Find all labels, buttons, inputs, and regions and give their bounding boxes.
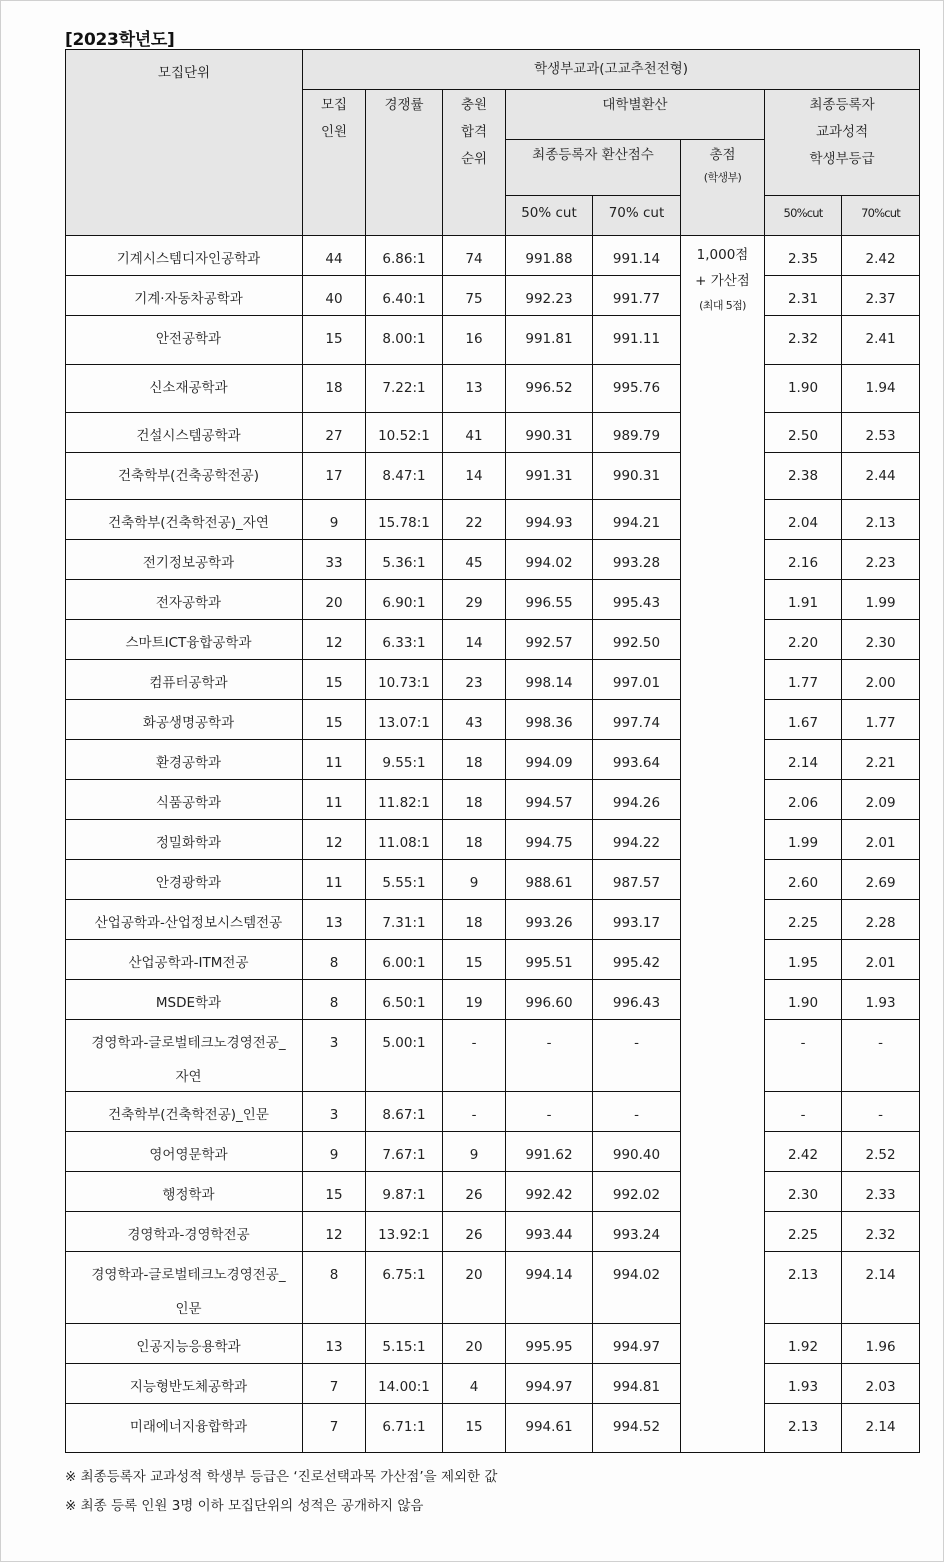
header-track: 학생부교과(고교추천전형) [303, 50, 920, 90]
admissions-results-table [65, 49, 920, 1453]
score-cut50-cell: 993.44 [506, 1212, 593, 1252]
competition-cell: 6.40:1 [366, 276, 443, 316]
score-cut70-cell: 995.43 [593, 580, 681, 620]
table-row [66, 980, 920, 1020]
score-cut70-cell: 987.57 [593, 860, 681, 900]
unit-name-cell: 산업공학과-ITM전공 [66, 940, 303, 980]
waitlist-rank-cell: 45 [443, 540, 506, 580]
quota-cell: 27 [303, 413, 366, 453]
competition-cell: 15.78:1 [366, 500, 443, 540]
table-row [66, 660, 920, 700]
score-cut70-cell: - [593, 1020, 681, 1092]
grade-cut50-cell: 2.31 [765, 276, 842, 316]
score-cut50-cell: 994.57 [506, 780, 593, 820]
header-quota: 모집 인원 [303, 90, 366, 236]
quota-cell: 11 [303, 740, 366, 780]
score-cut50-cell: 991.88 [506, 236, 593, 276]
grade-cut50-cell: 2.25 [765, 900, 842, 940]
score-cut50-cell: - [506, 1020, 593, 1092]
quota-cell: 11 [303, 780, 366, 820]
grade-cut70-cell: 2.23 [842, 540, 920, 580]
quota-cell: 12 [303, 820, 366, 860]
quota-cell: 40 [303, 276, 366, 316]
score-cut70-cell: 992.50 [593, 620, 681, 660]
score-cut70-cell: - [593, 1092, 681, 1132]
score-cut50-cell: 996.52 [506, 365, 593, 413]
table-row [66, 453, 920, 500]
grade-cut70-cell: 2.69 [842, 860, 920, 900]
unit-name-cell: 건축학부(건축학전공)_인문 [66, 1092, 303, 1132]
grade-cut50-cell: 1.90 [765, 365, 842, 413]
quota-cell: 12 [303, 1212, 366, 1252]
grade-cut50-cell: 2.30 [765, 1172, 842, 1212]
table-row [66, 1364, 920, 1404]
score-cut50-cell: 994.02 [506, 540, 593, 580]
grade-cut50-cell: 2.16 [765, 540, 842, 580]
score-cut50-cell: 991.62 [506, 1132, 593, 1172]
table-row [66, 1172, 920, 1212]
table-row [66, 1252, 920, 1324]
score-cut70-cell: 994.02 [593, 1252, 681, 1324]
unit-name-cell: 정밀화학과 [66, 820, 303, 860]
waitlist-rank-cell: 29 [443, 580, 506, 620]
table-row [66, 620, 920, 660]
grade-cut70-cell: 2.32 [842, 1212, 920, 1252]
score-cut70-cell: 994.97 [593, 1324, 681, 1364]
grade-cut50-cell: - [765, 1020, 842, 1092]
waitlist-rank-cell: 26 [443, 1212, 506, 1252]
competition-cell: 10.52:1 [366, 413, 443, 453]
competition-cell: 8.67:1 [366, 1092, 443, 1132]
table-row [66, 580, 920, 620]
score-cut50-cell: 996.60 [506, 980, 593, 1020]
waitlist-rank-cell: 15 [443, 1404, 506, 1453]
waitlist-rank-cell: 14 [443, 453, 506, 500]
table-row [66, 780, 920, 820]
unit-name-cell: 스마트ICT융합공학과 [66, 620, 303, 660]
waitlist-rank-cell: 18 [443, 820, 506, 860]
table-row [66, 940, 920, 980]
score-cut70-cell: 993.17 [593, 900, 681, 940]
grade-cut50-cell: 1.67 [765, 700, 842, 740]
header-competition: 경쟁률 [366, 90, 443, 236]
competition-cell: 7.22:1 [366, 365, 443, 413]
score-cut50-cell: 992.23 [506, 276, 593, 316]
table-row [66, 365, 920, 413]
page-title: [2023학년도] [65, 30, 175, 50]
grade-cut70-cell: 2.21 [842, 740, 920, 780]
quota-cell: 44 [303, 236, 366, 276]
grade-cut70-cell: 2.14 [842, 1252, 920, 1324]
unit-name-cell: 인공지능응용학과 [66, 1324, 303, 1364]
grade-cut50-cell: 1.95 [765, 940, 842, 980]
table-row [66, 1324, 920, 1364]
unit-name-cell: 지능형반도체공학과 [66, 1364, 303, 1404]
score-cut50-cell: 991.31 [506, 453, 593, 500]
footnotes [65, 1463, 497, 1521]
competition-cell: 11.82:1 [366, 780, 443, 820]
table-row [66, 900, 920, 940]
waitlist-rank-cell: 75 [443, 276, 506, 316]
grade-cut70-cell: 2.53 [842, 413, 920, 453]
grade-cut50-cell: 2.20 [765, 620, 842, 660]
header-score-cut50: 50% cut [506, 196, 593, 236]
table-row [66, 700, 920, 740]
table-row [66, 860, 920, 900]
header-univ-conversion: 대학별환산 [506, 90, 765, 140]
competition-cell: 7.31:1 [366, 900, 443, 940]
quota-cell: 7 [303, 1404, 366, 1453]
score-cut70-cell: 997.01 [593, 660, 681, 700]
grade-cut70-cell: 1.77 [842, 700, 920, 740]
table-row [66, 1212, 920, 1252]
score-cut70-cell: 991.14 [593, 236, 681, 276]
waitlist-rank-cell: 41 [443, 413, 506, 453]
grade-cut70-cell: 2.03 [842, 1364, 920, 1404]
total-points-cell: 1,000점 + 가산점 (최대 5점) [681, 236, 765, 1453]
quota-cell: 15 [303, 660, 366, 700]
competition-cell: 6.33:1 [366, 620, 443, 660]
unit-name-cell: 안경광학과 [66, 860, 303, 900]
unit-name-cell: 화공생명공학과 [66, 700, 303, 740]
grade-cut50-cell: 2.14 [765, 740, 842, 780]
competition-cell: 5.00:1 [366, 1020, 443, 1092]
header-grade-cut50: 50%cut [765, 196, 842, 236]
unit-name-cell: 컴퓨터공학과 [66, 660, 303, 700]
quota-cell: 9 [303, 500, 366, 540]
score-cut50-cell: 992.42 [506, 1172, 593, 1212]
waitlist-rank-cell: 18 [443, 900, 506, 940]
grade-cut70-cell: 2.28 [842, 900, 920, 940]
table-row [66, 500, 920, 540]
quota-cell: 7 [303, 1364, 366, 1404]
unit-name-cell: 경영학과-글로벌테크노경영전공_ 인문 [66, 1252, 303, 1324]
grade-cut50-cell: 2.25 [765, 1212, 842, 1252]
waitlist-rank-cell: 15 [443, 940, 506, 980]
footnote: ※ 최종 등록 인원 3명 이하 모집단위의 성적은 공개하지 않음 [65, 1498, 424, 1514]
competition-cell: 13.07:1 [366, 700, 443, 740]
unit-name-cell: 경영학과-글로벌테크노경영전공_ 자연 [66, 1020, 303, 1092]
grade-cut70-cell: 2.41 [842, 316, 920, 365]
grade-cut50-cell: 2.32 [765, 316, 842, 365]
quota-cell: 20 [303, 580, 366, 620]
header-waitlist-rank: 충원 합격 순위 [443, 90, 506, 236]
score-cut50-cell: 994.14 [506, 1252, 593, 1324]
grade-cut50-cell: 2.38 [765, 453, 842, 500]
competition-cell: 5.55:1 [366, 860, 443, 900]
score-cut70-cell: 990.31 [593, 453, 681, 500]
score-cut50-cell: 994.61 [506, 1404, 593, 1453]
competition-cell: 7.67:1 [366, 1132, 443, 1172]
quota-cell: 13 [303, 1324, 366, 1364]
unit-name-cell: 경영학과-경영학전공 [66, 1212, 303, 1252]
quota-cell: 3 [303, 1092, 366, 1132]
score-cut70-cell: 990.40 [593, 1132, 681, 1172]
waitlist-rank-cell: - [443, 1092, 506, 1132]
quota-cell: 8 [303, 940, 366, 980]
competition-cell: 5.15:1 [366, 1324, 443, 1364]
grade-cut70-cell: 2.13 [842, 500, 920, 540]
grade-cut50-cell: 1.91 [765, 580, 842, 620]
score-cut50-cell: - [506, 1092, 593, 1132]
grade-cut50-cell: - [765, 1092, 842, 1132]
waitlist-rank-cell: 19 [443, 980, 506, 1020]
score-cut70-cell: 993.64 [593, 740, 681, 780]
waitlist-rank-cell: 9 [443, 860, 506, 900]
unit-name-cell: 식품공학과 [66, 780, 303, 820]
waitlist-rank-cell: 16 [443, 316, 506, 365]
score-cut50-cell: 998.36 [506, 700, 593, 740]
table-row [66, 1132, 920, 1172]
grade-cut50-cell: 1.99 [765, 820, 842, 860]
waitlist-rank-cell: 43 [443, 700, 506, 740]
competition-cell: 6.90:1 [366, 580, 443, 620]
header-final-grade: 최종등록자 교과성적 학생부등급 [765, 90, 920, 196]
competition-cell: 9.55:1 [366, 740, 443, 780]
competition-cell: 6.71:1 [366, 1404, 443, 1453]
quota-cell: 13 [303, 900, 366, 940]
score-cut70-cell: 993.28 [593, 540, 681, 580]
grade-cut70-cell: - [842, 1020, 920, 1092]
header-total-points: 총점 (학생부) [681, 140, 765, 236]
grade-cut70-cell: 2.09 [842, 780, 920, 820]
grade-cut70-cell: 2.44 [842, 453, 920, 500]
score-cut70-cell: 991.77 [593, 276, 681, 316]
grade-cut50-cell: 2.35 [765, 236, 842, 276]
grade-cut70-cell: 2.01 [842, 940, 920, 980]
table-row [66, 236, 920, 276]
table-row [66, 1404, 920, 1453]
waitlist-rank-cell: - [443, 1020, 506, 1092]
header-unit: 모집단위 [66, 50, 303, 236]
score-cut70-cell: 994.52 [593, 1404, 681, 1453]
competition-cell: 10.73:1 [366, 660, 443, 700]
grade-cut70-cell: 2.52 [842, 1132, 920, 1172]
quota-cell: 9 [303, 1132, 366, 1172]
footnote: ※ 최종등록자 교과성적 학생부 등급은 ‘진로선택과목 가산점’을 제외한 값 [65, 1469, 498, 1485]
grade-cut70-cell: 2.30 [842, 620, 920, 660]
table-row [66, 1092, 920, 1132]
score-cut50-cell: 995.95 [506, 1324, 593, 1364]
competition-cell: 8.47:1 [366, 453, 443, 500]
quota-cell: 33 [303, 540, 366, 580]
grade-cut70-cell: 2.42 [842, 236, 920, 276]
score-cut50-cell: 994.75 [506, 820, 593, 860]
score-cut50-cell: 996.55 [506, 580, 593, 620]
unit-name-cell: 미래에너지융합학과 [66, 1404, 303, 1453]
score-cut70-cell: 995.42 [593, 940, 681, 980]
grade-cut70-cell: 1.96 [842, 1324, 920, 1364]
grade-cut50-cell: 1.93 [765, 1364, 842, 1404]
table-row [66, 820, 920, 860]
waitlist-rank-cell: 9 [443, 1132, 506, 1172]
grade-cut70-cell: 1.93 [842, 980, 920, 1020]
grade-cut50-cell: 1.90 [765, 980, 842, 1020]
table-row [66, 740, 920, 780]
quota-cell: 11 [303, 860, 366, 900]
score-cut70-cell: 992.02 [593, 1172, 681, 1212]
unit-name-cell: 기계·자동차공학과 [66, 276, 303, 316]
score-cut70-cell: 993.24 [593, 1212, 681, 1252]
unit-name-cell: 기계시스템디자인공학과 [66, 236, 303, 276]
competition-cell: 6.00:1 [366, 940, 443, 980]
header-grade-cut70: 70%cut [842, 196, 920, 236]
quota-cell: 15 [303, 700, 366, 740]
grade-cut50-cell: 2.42 [765, 1132, 842, 1172]
score-cut50-cell: 992.57 [506, 620, 593, 660]
unit-name-cell: 행정학과 [66, 1172, 303, 1212]
grade-cut70-cell: 1.94 [842, 365, 920, 413]
quota-cell: 18 [303, 365, 366, 413]
grade-cut70-cell: 2.00 [842, 660, 920, 700]
score-cut50-cell: 990.31 [506, 413, 593, 453]
quota-cell: 3 [303, 1020, 366, 1092]
grade-cut70-cell: 2.01 [842, 820, 920, 860]
score-cut50-cell: 994.97 [506, 1364, 593, 1404]
quota-cell: 8 [303, 1252, 366, 1324]
waitlist-rank-cell: 18 [443, 740, 506, 780]
unit-name-cell: 환경공학과 [66, 740, 303, 780]
competition-cell: 6.50:1 [366, 980, 443, 1020]
grade-cut50-cell: 2.04 [765, 500, 842, 540]
competition-cell: 8.00:1 [366, 316, 443, 365]
waitlist-rank-cell: 20 [443, 1252, 506, 1324]
header-score-cut70: 70% cut [593, 196, 681, 236]
competition-cell: 9.87:1 [366, 1172, 443, 1212]
score-cut50-cell: 998.14 [506, 660, 593, 700]
waitlist-rank-cell: 4 [443, 1364, 506, 1404]
waitlist-rank-cell: 18 [443, 780, 506, 820]
score-cut50-cell: 993.26 [506, 900, 593, 940]
score-cut70-cell: 996.43 [593, 980, 681, 1020]
score-cut50-cell: 995.51 [506, 940, 593, 980]
waitlist-rank-cell: 23 [443, 660, 506, 700]
grade-cut70-cell: - [842, 1092, 920, 1132]
table-row [66, 540, 920, 580]
score-cut70-cell: 994.26 [593, 780, 681, 820]
waitlist-rank-cell: 14 [443, 620, 506, 660]
unit-name-cell: 건축학부(건축학전공)_자연 [66, 500, 303, 540]
grade-cut50-cell: 2.06 [765, 780, 842, 820]
table-row [66, 276, 920, 316]
quota-cell: 15 [303, 1172, 366, 1212]
grade-cut70-cell: 2.33 [842, 1172, 920, 1212]
score-cut50-cell: 988.61 [506, 860, 593, 900]
table-row [66, 1020, 920, 1092]
grade-cut50-cell: 2.60 [765, 860, 842, 900]
competition-cell: 13.92:1 [366, 1212, 443, 1252]
competition-cell: 6.86:1 [366, 236, 443, 276]
score-cut70-cell: 989.79 [593, 413, 681, 453]
grade-cut70-cell: 1.99 [842, 580, 920, 620]
unit-name-cell: 건설시스템공학과 [66, 413, 303, 453]
quota-cell: 15 [303, 316, 366, 365]
quota-cell: 17 [303, 453, 366, 500]
competition-cell: 6.75:1 [366, 1252, 443, 1324]
score-cut70-cell: 994.22 [593, 820, 681, 860]
score-cut50-cell: 994.09 [506, 740, 593, 780]
unit-name-cell: 건축학부(건축공학전공) [66, 453, 303, 500]
unit-name-cell: 안전공학과 [66, 316, 303, 365]
score-cut50-cell: 994.93 [506, 500, 593, 540]
grade-cut50-cell: 2.50 [765, 413, 842, 453]
score-cut70-cell: 991.11 [593, 316, 681, 365]
waitlist-rank-cell: 13 [443, 365, 506, 413]
waitlist-rank-cell: 20 [443, 1324, 506, 1364]
waitlist-rank-cell: 26 [443, 1172, 506, 1212]
score-cut50-cell: 991.81 [506, 316, 593, 365]
unit-name-cell: 산업공학과-산업정보시스템전공 [66, 900, 303, 940]
table-row [66, 316, 920, 365]
grade-cut70-cell: 2.37 [842, 276, 920, 316]
competition-cell: 11.08:1 [366, 820, 443, 860]
competition-cell: 5.36:1 [366, 540, 443, 580]
grade-cut70-cell: 2.14 [842, 1404, 920, 1453]
waitlist-rank-cell: 22 [443, 500, 506, 540]
score-cut70-cell: 995.76 [593, 365, 681, 413]
unit-name-cell: MSDE학과 [66, 980, 303, 1020]
grade-cut50-cell: 2.13 [765, 1252, 842, 1324]
score-cut70-cell: 994.81 [593, 1364, 681, 1404]
score-cut70-cell: 994.21 [593, 500, 681, 540]
grade-cut50-cell: 2.13 [765, 1404, 842, 1453]
competition-cell: 14.00:1 [366, 1364, 443, 1404]
unit-name-cell: 신소재공학과 [66, 365, 303, 413]
unit-name-cell: 전자공학과 [66, 580, 303, 620]
waitlist-rank-cell: 74 [443, 236, 506, 276]
quota-cell: 8 [303, 980, 366, 1020]
unit-name-cell: 영어영문학과 [66, 1132, 303, 1172]
header-final-score: 최종등록자 환산점수 [506, 140, 681, 196]
table-row [66, 413, 920, 453]
score-cut70-cell: 997.74 [593, 700, 681, 740]
unit-name-cell: 전기정보공학과 [66, 540, 303, 580]
grade-cut50-cell: 1.92 [765, 1324, 842, 1364]
quota-cell: 12 [303, 620, 366, 660]
grade-cut50-cell: 1.77 [765, 660, 842, 700]
